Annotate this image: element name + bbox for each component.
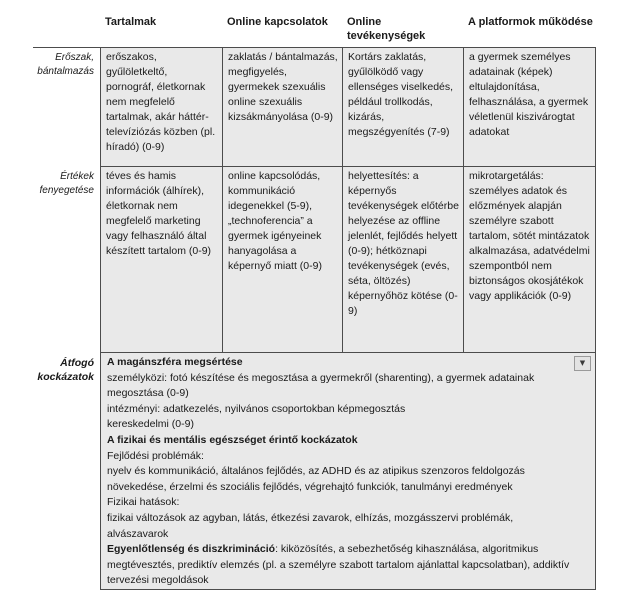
cell-eroszak-platformok: a gyermek személyes adatainak (képek) eltulajdonítása, felhasználása, a gyermek véletlenül kiszivárogtat adatokat [463, 48, 596, 167]
paragraph-egyenlotlenseg-bold: Egyenlőtlenség és diszkrimináció [107, 543, 276, 556]
row-label-eroszak: Erőszak, bántalmazás [33, 48, 100, 167]
table-body [33, 47, 596, 590]
cell-eroszak-kapcsolatok: zaklatás / bántalmazás, megfigyelés, gyermekek szexuális online szexuális kizsákmányolása (0-9) [222, 48, 342, 167]
table-row-atfogo [33, 353, 596, 590]
paragraph-nyelv: nyelv és kommunikáció, általános fejlődés, az ADHD és az atipikus szenzoros feldolgozás növekedése, érzelmi és szociális fejlődés, végrehajtó funkciók, tanulmányi eredmények [107, 465, 525, 493]
column-header-online-kapcsolatok: Online kapcsolatok [227, 16, 328, 28]
table-row-eroszak [33, 48, 596, 167]
header-spacer [33, 14, 100, 47]
merged-cell-atfogo [100, 353, 596, 590]
paragraph-fizikai-valtozasok: fizikai változások az agyban, látás, étkezési zavarok, elhízás, mozgásszervi problémák, alvászavarok [107, 511, 514, 540]
paragraph-fejlodesi: Fejlődési problémák: [107, 449, 204, 462]
cell-eroszak-tartalmak: erőszakos, gyűlöletkeltő, pornográf, életkornak nem megfelelő tartalmak, akár háttér-televíziózás közben (pl. híradó) (0-9) [100, 48, 222, 167]
risk-table [33, 14, 596, 590]
cell-ertekek-tevekenysegek: helyettesítés: a képernyős tevékenységek előtérbe helyezése az offline jelenlét, fejlődés helyett (0-9); hétköznapi tevékenységek (evés, séta, öltözés) képernyőhöz kötése (0-9) [342, 167, 463, 353]
paragraph-intezmenyi: intézményi: adatkezelés, nyilvános csoportokban képmegosztás [107, 402, 406, 415]
chevron-down-icon: ▼ [579, 359, 586, 367]
paragraph-maganszfera-heading: A magánszféra megsértése [107, 356, 243, 368]
paragraph-fizikai-hatasok: Fizikai hatások: [107, 496, 180, 509]
table-row-ertekek [33, 167, 596, 353]
column-header-platformok: A platformok működése [468, 16, 593, 28]
row-label-ertekek: Értékek fenyegetése [33, 167, 100, 353]
cell-ertekek-kapcsolatok: online kapcsolódás, kommunikáció idegenekkel (5-9), „technoferencia” a gyermek igényeinek hanyagolása a képernyő miatt (0-9) [222, 167, 342, 353]
cell-ertekek-platformok: mikrotargetálás: személyes adatok és előzmények alapján személyre szabott tartalom, sötét mintázatok alkalmazása, adatvédelmi szempontból nem biztonságos okosjátékok vagy applikációk (0-9) [463, 167, 596, 353]
cell-eroszak-tevekenysegek: Kortárs zaklatás, gyűlölködő vagy ellenséges viselkedés, például trollkodás, kizárás, megszégyenítés (7-9) [342, 48, 463, 167]
paragraph-kereskedelmi: kereskedelmi (0-9) [107, 418, 194, 431]
paragraph-egyenlotlenseg [107, 542, 573, 589]
paragraph-fizikai-heading: A fizikai és mentális egészséget érintő kockázatok [107, 433, 358, 446]
dropdown-button[interactable] [574, 356, 591, 371]
header-row [33, 14, 596, 47]
column-header-tartalmak: Tartalmak [105, 16, 157, 28]
paragraph-egyenlotlenseg-rest: : kiközösítés, a sebezhetőség kihasználása, algoritmikus megtévesztés, prediktív elemzés (pl. a személyre szabott tartalom ajánlattal kapcsolatban), addiktív tervezési megoldások [107, 543, 570, 587]
column-header-online-tevekenysegek: Online tevékenységek [347, 16, 426, 42]
cell-ertekek-tartalmak: téves és hamis információk (álhírek), életkornak nem megfelelő marketing vagy felhasználó által készített tartalom (0-9) [100, 167, 222, 353]
row-label-atfogo: Átfogó kockázatok [33, 353, 100, 590]
paragraph-szemelykozi: személyközi: fotó készítése és megosztása a gyermekről (sharenting), a gyermek adatainak megosztása (0-9) [107, 371, 535, 400]
